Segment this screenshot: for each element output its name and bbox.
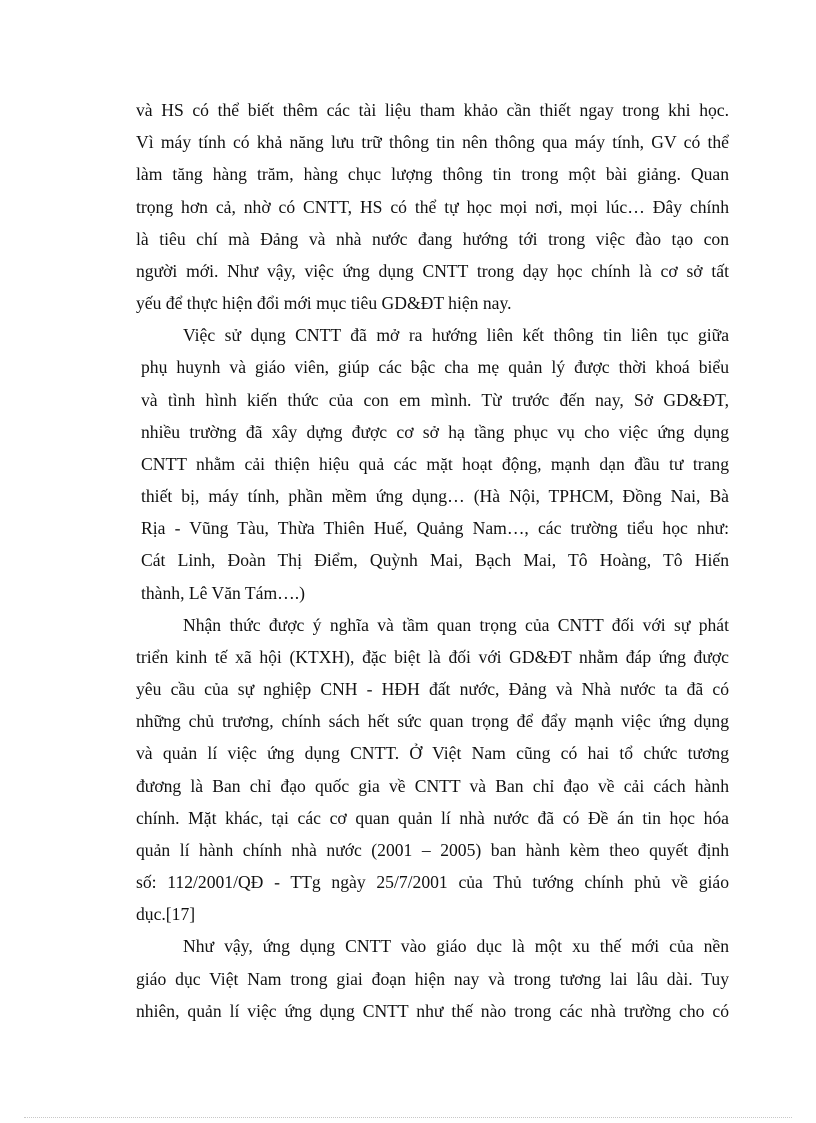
text-line: trọng hơn cả, nhờ có CNTT, HS có thể tự học mọi nơi, mọi lúc… Đây chính [136, 197, 729, 217]
text-line: thành, Lê Văn Tám….) [141, 583, 306, 603]
text-line: Nhận thức được ý nghĩa và tầm quan trọng của CNTT đối với sự phát [183, 615, 729, 635]
text-line: CNTT nhằm cải thiện hiệu quả các mặt hoạt động, mạnh dạn đầu tư trang [141, 454, 729, 474]
text-line: và quản lí việc ứng dụng CNTT. Ở Việt Nam cũng có hai tổ chức tương [136, 743, 729, 763]
text-line: Như vậy, ứng dụng CNTT vào giáo dục là một xu thế mới của nền [183, 936, 729, 956]
text-line: nhiều trường đã xây dựng được cơ sở hạ tầng phục vụ cho việc ứng dụng [141, 422, 729, 442]
text-line: Rịa - Vũng Tàu, Thừa Thiên Huế, Quảng Nam…, các trường tiểu học như: [141, 518, 729, 538]
text-line: nhiên, quản lí việc ứng dụng CNTT như thế nào trong các nhà trường cho có [136, 1001, 729, 1021]
text-line: là tiêu chí mà Đảng và nhà nước đang hướng tới trong việc đào tạo con [136, 229, 729, 249]
text-line: yêu cầu của sự nghiệp CNH - HĐH đất nước, Đảng và Nhà nước ta đã có [136, 679, 729, 699]
text-line: chính. Mặt khác, tại các cơ quan quản lí nhà nước đã có Đề án tin học hóa [136, 808, 729, 828]
text-line: đương là Ban chỉ đạo quốc gia về CNTT và Ban chỉ đạo về cải cách hành [136, 776, 729, 796]
text-line: làm tăng hàng trăm, hàng chục lượng thông tin trong một bài giảng. Quan [136, 164, 729, 184]
text-line: yếu để thực hiện đổi mới mục tiêu GD&ĐT hiện nay. [136, 293, 512, 313]
text-line: thiết bị, máy tính, phần mềm ứng dụng… (Hà Nội, TPHCM, Đồng Nai, Bà [141, 486, 729, 506]
text-line: dục.[17] [136, 904, 196, 924]
text-line: và tình hình kiến thức của con em mình. Từ trước đến nay, Sở GD&ĐT, [141, 390, 729, 410]
text-line: và HS có thể biết thêm các tài liệu tham khảo cần thiết ngay trong khi học. [136, 100, 729, 120]
text-line: quản lí hành chính nhà nước (2001 – 2005) ban hành kèm theo quyết định [136, 840, 729, 860]
text-line: Việc sử dụng CNTT đã mở ra hướng liên kết thông tin liên tục giữa [183, 325, 729, 345]
text-line: phụ huynh và giáo viên, giúp các bậc cha mẹ quản lý được thời khoá biểu [141, 357, 729, 377]
page-bottom-divider [24, 1117, 792, 1118]
text-line: Vì máy tính có khả năng lưu trữ thông tin nên thông qua máy tính, GV có thể [136, 132, 729, 152]
text-line: người mới. Như vậy, việc ứng dụng CNTT trong dạy học chính là cơ sở tất [136, 261, 729, 281]
text-line: triển kinh tế xã hội (KTXH), đặc biệt là đối với GD&ĐT nhằm đáp ứng được [136, 647, 729, 667]
text-line: những chủ trương, chính sách hết sức quan trọng để đẩy mạnh việc ứng dụng [136, 711, 729, 731]
text-line: giáo dục Việt Nam trong giai đoạn hiện nay và trong tương lai lâu dài. Tuy [136, 969, 729, 989]
text-line: số: 112/2001/QĐ - TTg ngày 25/7/2001 của Thủ tướng chính phủ về giáo [136, 872, 729, 892]
text-line: Cát Linh, Đoàn Thị Điểm, Quỳnh Mai, Bạch Mai, Tô Hoàng, Tô Hiến [141, 550, 729, 570]
